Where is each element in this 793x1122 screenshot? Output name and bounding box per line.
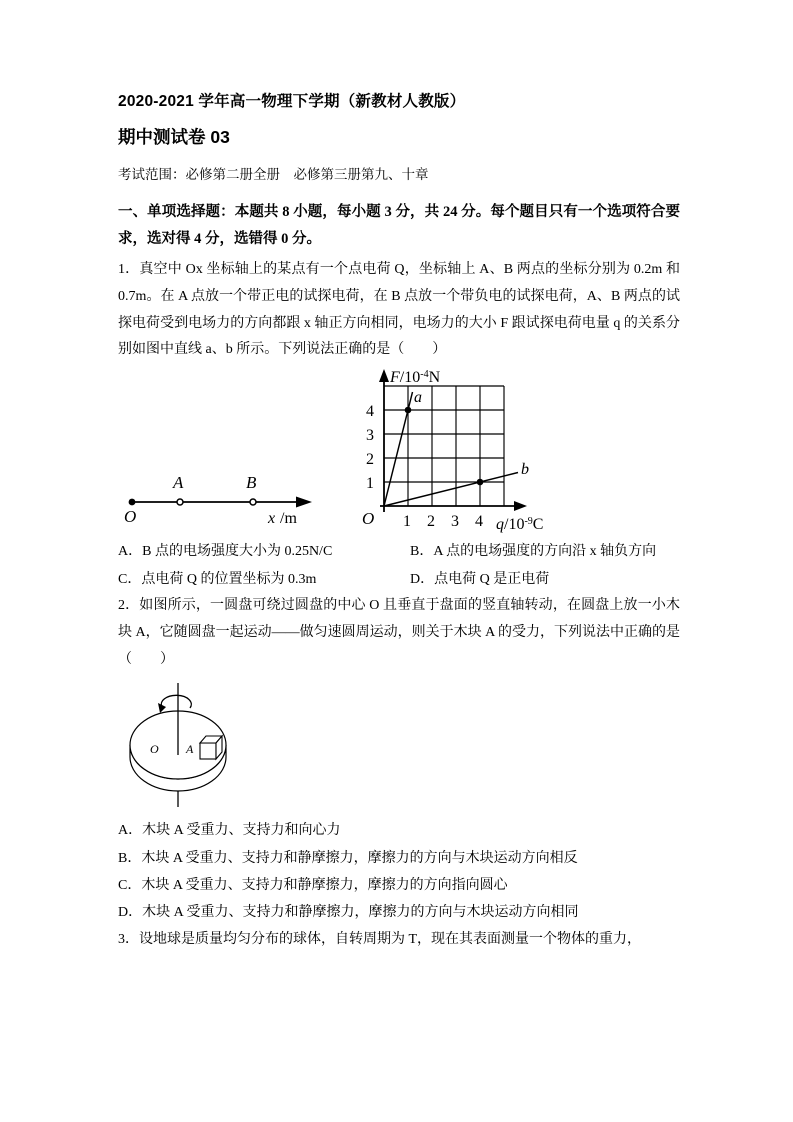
question-2-option-b: B．木块 A 受重力、支持力和静摩擦力，摩擦力的方向与木块运动方向相反 (118, 850, 578, 866)
ytick-4: 4 (366, 403, 374, 421)
ytick-1: 1 (366, 475, 374, 493)
document-title: 2020-2021 学年高一物理下学期（新教材人教版） (118, 93, 466, 110)
ytick-3: 3 (366, 427, 374, 445)
label-curve-b: b (521, 461, 529, 479)
question-1-options-row-2 (118, 566, 680, 593)
x-axis-charge-diagram (118, 462, 328, 531)
label-x: x (268, 510, 276, 527)
xaxis-title: $q/10^{-9}C$ (496, 516, 544, 534)
question-2-option-c: C．木块 A 受重力、支持力和静摩擦力，摩擦力的方向指向圆心 (118, 878, 508, 894)
label-curve-a: a (414, 389, 422, 407)
force-charge-graph (356, 366, 556, 539)
label-A: A (173, 473, 184, 493)
yaxis-title: $F/10^{-4}N$ (390, 369, 441, 387)
question-1-text: 真空中 Ox 坐标轴上的某点有一个点电荷 Q，坐标轴上 A、B 两点的坐标分别为 0.2m 和 0.7m。在 A 点放一个带正电的试探电荷，在 B 点放一个带负电的试探电荷，A、B 两点的试探电荷受到电场力的方向都跟 x 轴正方向相同，电场力的大小 F 跟试探电荷电量 q 的关系分别如图中直线 a、b 所示。下列说法正确的是（ ） (118, 261, 681, 358)
label-unit-m: /m (280, 510, 297, 527)
question-1-number: 1． (118, 261, 140, 277)
ytick-2: 2 (366, 451, 374, 469)
question-2-option-a: A．木块 A 受重力、支持力和向心力 (118, 823, 341, 839)
disk-block-label: A (186, 742, 194, 757)
question-1 (118, 257, 680, 365)
question-1-options-row-1 (118, 538, 680, 565)
section-heading-1: 一、单项选择题：本题共 8 小题，每小题 3 分，共 24 分。每个题目只有一个选项符合要求，选对得 4 分，选错得 0 分。 (118, 204, 680, 247)
xtick-4: 4 (475, 513, 483, 531)
point-b-marker (477, 479, 484, 486)
disk-center-label: O (150, 742, 159, 757)
document-body (118, 92, 680, 954)
question-2-option-d: D．木块 A 受重力、支持力和静摩擦力，摩擦力的方向与木块运动方向相同 (118, 905, 579, 921)
question-3 (118, 927, 680, 954)
question-3-number: 3． (118, 931, 139, 947)
question-2-number: 2． (118, 597, 140, 613)
graph-origin-label: O (362, 509, 375, 529)
question-2 (118, 593, 680, 674)
question-1-option-c: C．点电荷 Q 的位置坐标为 0.3m (118, 571, 317, 587)
question-1-figures (118, 366, 680, 538)
point-a-marker (405, 407, 412, 414)
question-1-option-a: A．B 点的电场强度大小为 0.25N/C (118, 544, 333, 560)
question-2-text: 如图所示，一圆盘可绕过圆盘的中心 O 且垂直于盘面的竖直轴转动，在圆盘上放一小木块 A，它随圆盘一起运动——做匀速圆周运动，则关于木块 A 的受力，下列说法中正确的是（ ） (118, 597, 681, 667)
question-1-option-b: B．A 点的电场强度的方向沿 x 轴负方向 (410, 544, 657, 560)
label-B: B (246, 473, 257, 493)
xtick-1: 1 (403, 513, 411, 531)
question-1-option-d: D．点电荷 Q 是正电荷 (410, 571, 550, 587)
question-3-text: 设地球是质量均匀分布的球体，自转周期为 T，现在其表面测量一个物体的重力， (139, 931, 642, 947)
label-O: O (124, 507, 137, 527)
document-subtitle: 期中测试卷 03 (118, 127, 230, 148)
xtick-2: 2 (427, 513, 435, 531)
rotating-disk-diagram (106, 677, 256, 818)
xtick-3: 3 (451, 513, 459, 531)
question-2-figure (118, 677, 680, 815)
exam-scope: 考试范围：必修第二册全册 必修第三册第九、十章 (118, 166, 429, 182)
